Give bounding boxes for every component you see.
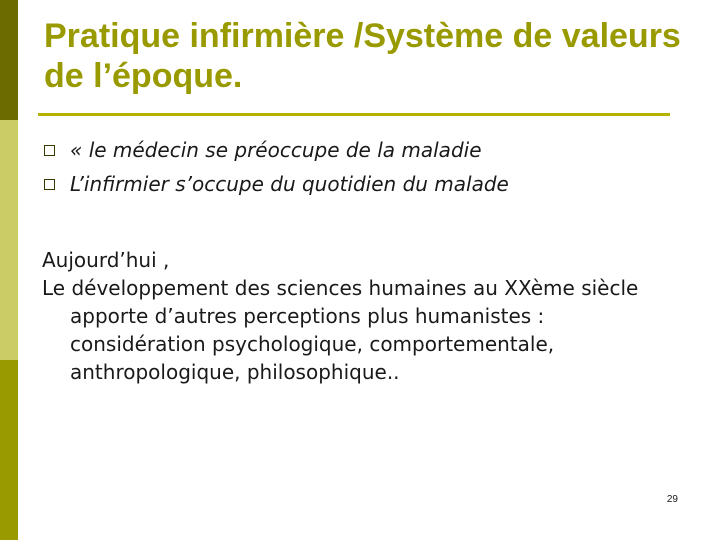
body-text: [42, 246, 652, 386]
bullet-item: [44, 168, 509, 202]
left-bar-top: [0, 0, 18, 120]
body-paragraph: Le développement des sciences humaines au XXème siècle apporte d’autres perceptions plus humanistes : considération psychologique, comportementale, anthropologique, philosophique..: [42, 276, 639, 384]
square-bullet-icon: [44, 179, 55, 190]
title-underline: [38, 113, 670, 116]
bullet-text: L’infirmier s’occupe du quotidien du malade: [70, 172, 509, 196]
bullet-text: « le médecin se préoccupe de la maladie: [70, 138, 482, 162]
square-bullet-icon: [44, 145, 55, 156]
body-paragraph: Aujourd’hui ,: [42, 248, 170, 272]
left-bar-bottom: [0, 360, 18, 540]
slide-title: Pratique infirmière /Système de valeurs de l’époque.: [44, 17, 681, 95]
page-number: 29: [666, 494, 678, 505]
bullet-list: [44, 134, 509, 202]
bullet-item: [44, 134, 509, 168]
left-bar-middle: [0, 120, 18, 360]
